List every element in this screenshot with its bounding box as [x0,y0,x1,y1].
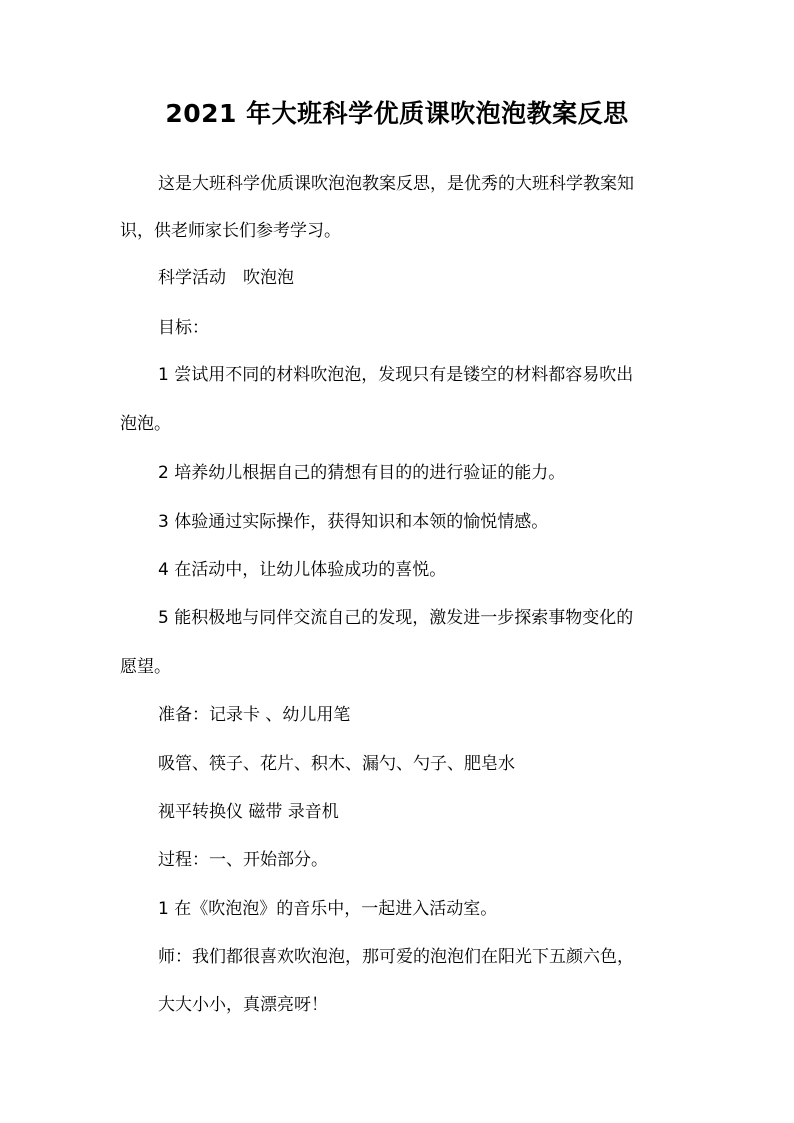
paragraph-line: 视平转换仪 磁带 录音机 [158,802,339,822]
paragraph-line: 3 体验通过实际操作，获得知识和本领的愉悦情感。 [158,512,549,532]
paragraph-line: 吸管、筷子、花片、积木、漏勺、勺子、肥皂水 [158,754,515,774]
paragraph-line: 1 在《吹泡泡》的音乐中，一起进入活动室。 [158,899,498,919]
paragraph-line: 5 能积极地与同伴交流自己的发现，激发进一步探索事物变化的 [158,608,634,628]
paragraph-line: 师：我们都很喜欢吹泡泡，那可爱的泡泡们在阳光下五颜六色， [158,947,634,967]
paragraph-line: 4 在活动中，让幼儿体验成功的喜悦。 [158,560,447,580]
paragraph-line: 1 尝试用不同的材料吹泡泡，发现只有是镂空的材料都容易吹出 [158,365,634,385]
paragraph-line: 过程：一、开始部分。 [158,850,328,870]
document-title: 2021 年大班科学优质课吹泡泡教案反思 [165,99,629,128]
paragraph-line: 大大小小，真漂亮呀！ [158,995,328,1015]
paragraph-line: 愿望。 [120,657,171,677]
paragraph-line: 这是大班科学优质课吹泡泡教案反思，是优秀的大班科学教案知 [158,174,634,194]
paragraph-line: 目标： [158,318,209,338]
paragraph-line: 识，供老师家长们参考学习。 [120,221,341,241]
paragraph-line: 2 培养幼儿根据自己的猜想有目的的进行验证的能力。 [158,463,566,483]
paragraph-line: 准备：记录卡 、幼儿用笔 [158,705,351,725]
paragraph-line: 科学活动 吹泡泡 [158,268,294,288]
paragraph-line: 泡泡。 [120,414,171,434]
